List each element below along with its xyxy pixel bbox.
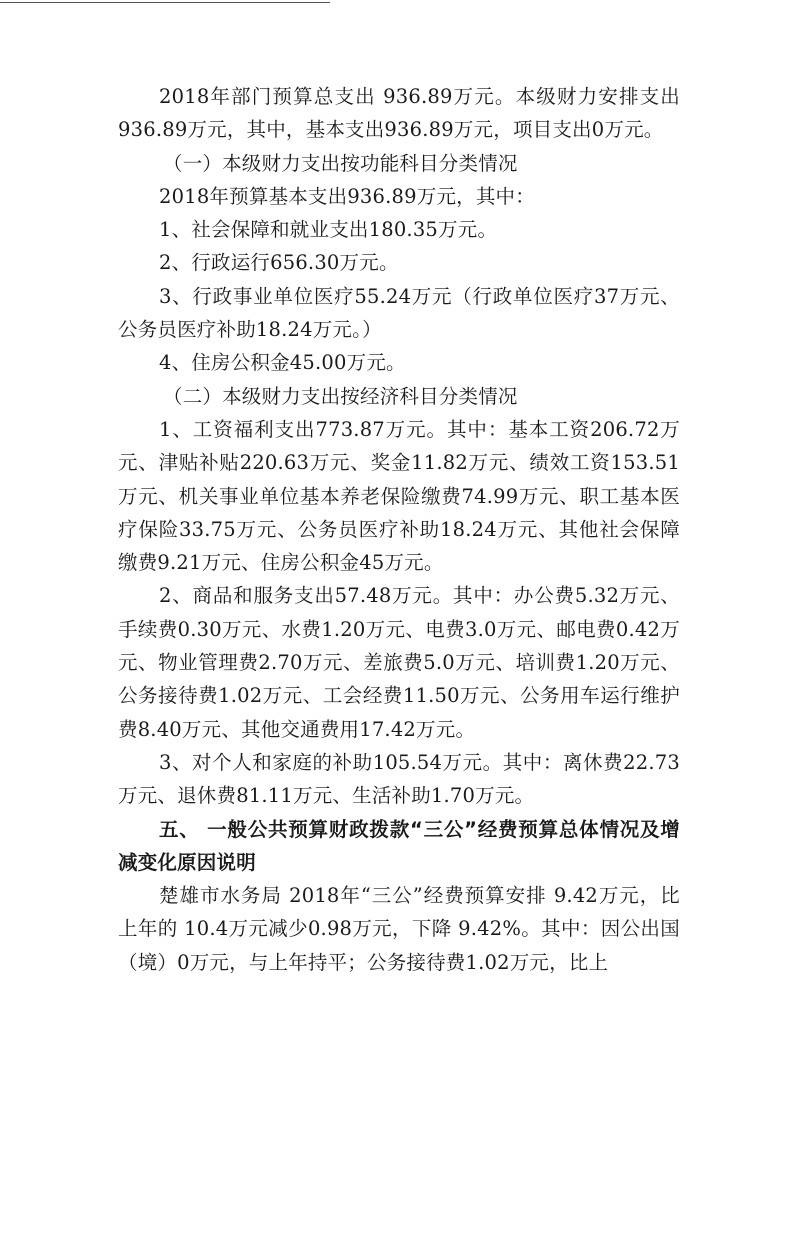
- document-body: [118, 80, 680, 979]
- paragraph-basic-expenditure: 2018年预算基本支出936.89万元，其中：: [159, 184, 535, 208]
- paragraph-three-public-budget: 楚雄市水务局 2018年“三公”经费预算安排 9.42万元，比上年的 10.4万元减少0.98万元，下降 9.42%。其中：因公出国（境）0万元，与上年持平；公务接待费1.02万元，比上: [118, 884, 680, 974]
- paragraph-total-expenditure: 2018年部门预算总支出 936.89万元。本级财力安排支出936.89万元，其中，基本支出936.89万元，项目支出0万元。: [118, 85, 680, 142]
- list-item-salary-welfare: 1、工资福利支出773.87万元。其中：基本工资206.72万元、津贴补贴220.63万元、奖金11.82万元、绩效工资153.51万元、机关事业单位基本养老保险缴费74.99万元、职工基本医疗保险33.75万元、公务员医疗补助18.24万元、其他社会保障缴费9.21万元、住房公积金45万元。: [118, 417, 680, 575]
- section-heading-economic: （二）本级财力支出按经济科目分类情况: [163, 384, 518, 408]
- list-item-goods-services: 2、商品和服务支出57.48万元。其中：办公费5.32万元、手续费0.30万元、水费1.20万元、电费3.0万元、邮电费0.42万元、物业管理费2.70万元、差旅费5.0万元、培训费1.20万元、公务接待费1.02万元、工会经费11.50万元、公务用车运行维护费8.40万元、其他交通费用17.42万元。: [118, 584, 680, 741]
- list-item-medical: 3、行政事业单位医疗55.24万元（行政单位医疗37万元、公务员医疗补助18.24万元。）: [118, 284, 680, 342]
- list-item-social-security: 1、社会保障和就业支出180.35万元。: [159, 218, 498, 242]
- section-heading-functional: （一）本级财力支出按功能科目分类情况: [163, 151, 518, 175]
- list-item-admin-operation: 2、行政运行656.30万元。: [159, 251, 399, 275]
- top-border-line: [0, 2, 330, 3]
- list-item-housing-fund: 4、住房公积金45.00万元。: [159, 351, 406, 375]
- chapter-heading-three-public: 五、 一般公共预算财政拨款“三公”经费预算总体情况及增减变化原因说明: [118, 817, 680, 874]
- list-item-personal-subsidy: 3、对个人和家庭的补助105.54万元。其中：离休费22.73万元、退休费81.11万元、生活补助1.70万元。: [118, 750, 680, 808]
